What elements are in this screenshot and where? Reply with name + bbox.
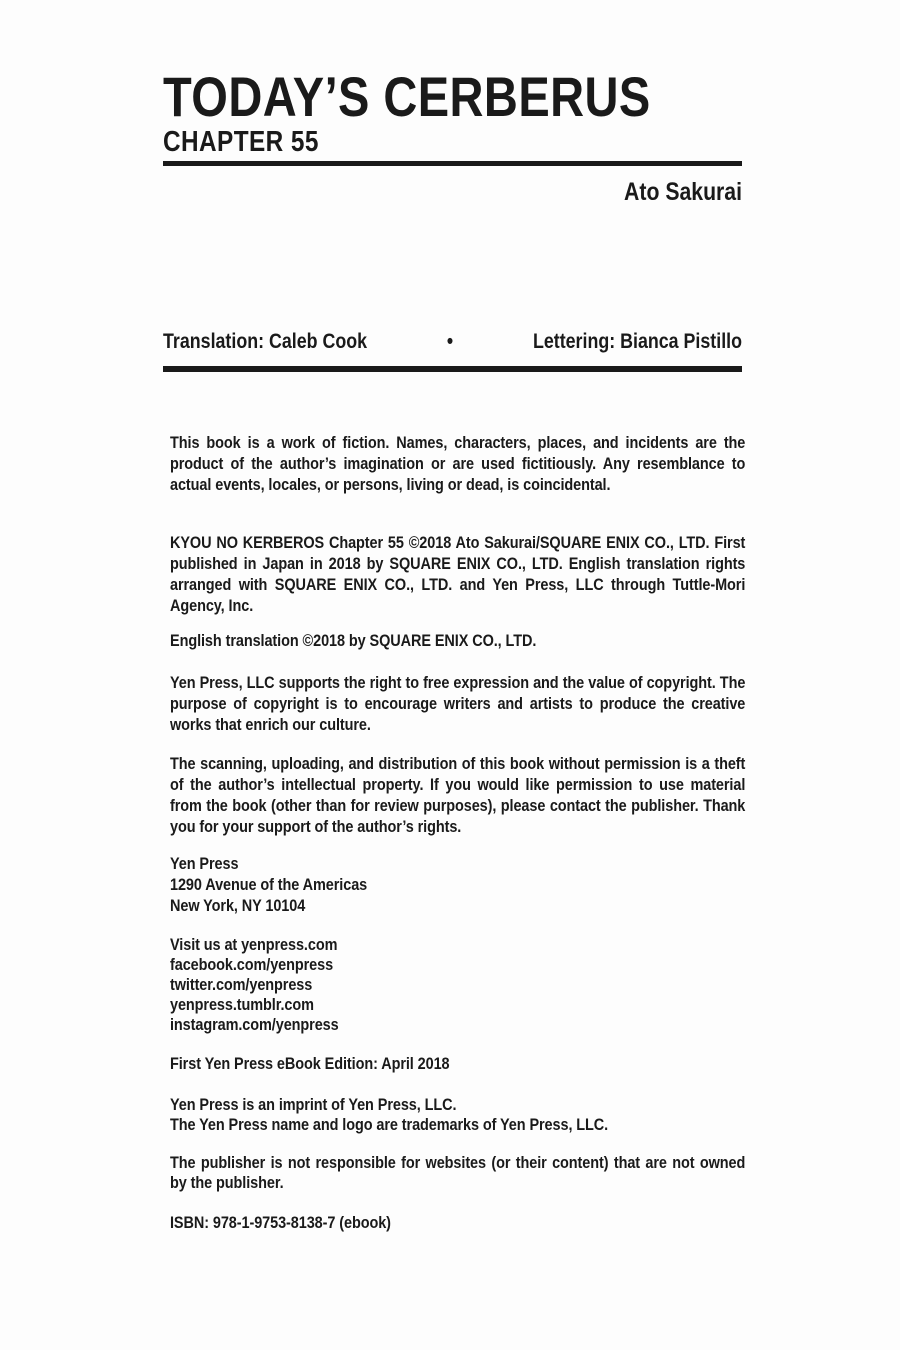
translation-credit: Translation: Caleb Cook [163, 330, 368, 353]
publisher-name: Yen Press [170, 854, 239, 873]
isbn-line: ISBN: 978-1-9753-8138-7 (ebook) [170, 1213, 391, 1232]
imprint-line: The Yen Press name and logo are trademarks of Yen Press, LLC. [170, 1115, 609, 1134]
title-divider [163, 161, 742, 166]
english-translation-paragraph: English translation ©2018 by SQUARE ENIX CO., LTD. [170, 631, 537, 650]
publisher-links-block [170, 935, 745, 1035]
publisher-link: twitter.com/yenpress [170, 975, 313, 994]
lettering-credit: Lettering: Bianca Pistillo [532, 330, 743, 353]
piracy-notice-paragraph: The scanning, uploading, and distribution of this book without permission is a theft of the author’s intellectual property. If you would like permission to use material from the book (other than for review purposes), please contact the publisher. Thank you for your support of the author’s rights. [170, 754, 746, 836]
bullet-separator-icon: • [446, 330, 454, 353]
publisher-address-line: 1290 Avenue of the Americas [170, 875, 368, 894]
author-name: Ato Sakurai [624, 178, 743, 206]
free-expression-paragraph: Yen Press, LLC supports the right to free expression and the value of copyright. The purpose of copyright is to encourage writers and artists to produce the creative works that enrich our culture. [170, 673, 746, 734]
publisher-link: yenpress.tumblr.com [170, 995, 314, 1014]
publisher-link: instagram.com/yenpress [170, 1015, 339, 1034]
imprint-block [170, 1095, 745, 1135]
publisher-address-block [170, 853, 745, 916]
page-title: TODAY’S CERBERUS [163, 65, 651, 128]
publisher-link: Visit us at yenpress.com [170, 935, 338, 954]
imprint-line: Yen Press is an imprint of Yen Press, LLC. [170, 1095, 457, 1114]
copyright-notice-paragraph: KYOU NO KERBEROS Chapter 55 ©2018 Ato Sakurai/SQUARE ENIX CO., LTD. First published in Japan in 2018 by SQUARE ENIX CO., LTD. English translation rights arranged with SQUARE ENIX CO., LTD. and Yen Press, LLC through Tuttle-Mori Agency, Inc. [170, 533, 746, 615]
credits-divider [163, 366, 742, 372]
publisher-link: facebook.com/yenpress [170, 955, 334, 974]
fiction-disclaimer-paragraph: This book is a work of fiction. Names, characters, places, and incidents are the product of the author’s imagination or are used fictitiously. Any resemblance to actual events, locales, or persons, living or dead, is coincidental. [170, 433, 746, 494]
chapter-heading: CHAPTER 55 [163, 126, 319, 158]
credits-row [163, 329, 742, 355]
website-disclaimer: The publisher is not responsible for websites (or their content) that are not owned by the publisher. [170, 1153, 746, 1192]
edition-line: First Yen Press eBook Edition: April 2018 [170, 1054, 450, 1073]
publisher-address-line: New York, NY 10104 [170, 896, 306, 915]
